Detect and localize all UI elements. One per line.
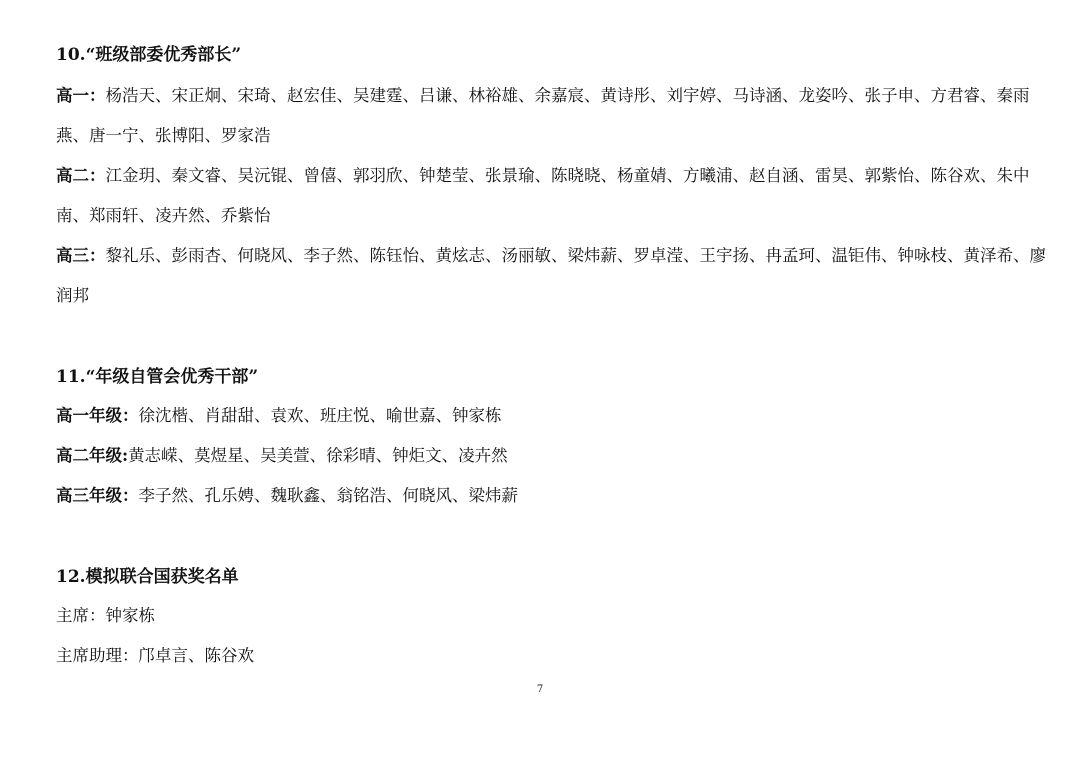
entry-label: 高三： [56,246,106,265]
entry-label: 高三年级： [56,486,139,505]
section-11-body [56,396,1046,516]
section-11-heading: 11.“年级自管会优秀干部” [56,367,259,387]
entry-label: 高二年级: [56,446,129,465]
entry-label: 主席： [56,606,106,625]
section-10-entry-grade1 [56,76,1046,156]
section-12-body [56,596,1046,676]
entry-label: 高二： [56,166,106,185]
section-12-entry-assistant [56,636,1046,676]
section-10 [56,42,1046,68]
entry-names: 李子然、孔乐娉、魏耿鑫、翁铭浩、何晓风、梁炜薪 [138,486,518,505]
section-11 [56,364,1046,390]
section-12 [56,564,1046,590]
entry-names: 钟家栋 [105,606,155,625]
page-number: 7 [536,684,544,695]
section-11-entry-grade2 [56,436,1046,476]
entry-names: 黎礼乐、彭雨杏、何晓风、李子然、陈钰怡、黄炫志、汤丽敏、梁炜薪、罗卓滢、王宇扬、冉孟珂、温钜伟、钟咏枝、黄泽希、廖润邦 [56,246,1046,305]
section-10-entry-grade3 [56,236,1046,316]
section-12-heading: 12.模拟联合国获奖名单 [56,567,239,587]
section-10-body [56,76,1046,316]
entry-names: 黄志嵘、莫煜星、吴美萱、徐彩晴、钟炬文、凌卉然 [128,446,508,465]
entry-label: 高一年级： [56,406,139,425]
entry-names: 邝卓言、陈谷欢 [138,646,254,665]
section-11-entry-grade3 [56,476,1046,516]
section-11-entry-grade1 [56,396,1046,436]
entry-label: 高一： [56,86,106,105]
section-10-entry-grade2 [56,156,1046,236]
entry-names: 杨浩天、宋正炯、宋琦、赵宏佳、吴建霆、吕谦、林裕雄、余嘉宸、黄诗彤、刘宇婷、马诗涵、龙姿吟、张子申、方君睿、秦雨燕、唐一宁、张博阳、罗家浩 [56,86,1030,145]
section-10-heading: 10.“班级部委优秀部长” [56,45,242,65]
entry-label: 主席助理： [56,646,139,665]
entry-names: 徐沈楷、肖甜甜、袁欢、班庄悦、喻世嘉、钟家栋 [138,406,502,425]
section-12-entry-chair [56,596,1046,636]
entry-names: 江金玥、秦文睿、吴沅锟、曾僖、郭羽欣、钟楚莹、张景瑜、陈晓晓、杨童婧、方曦浦、赵自涵、雷昊、郭紫怡、陈谷欢、朱中南、郑雨轩、凌卉然、乔紫怡 [56,166,1030,225]
